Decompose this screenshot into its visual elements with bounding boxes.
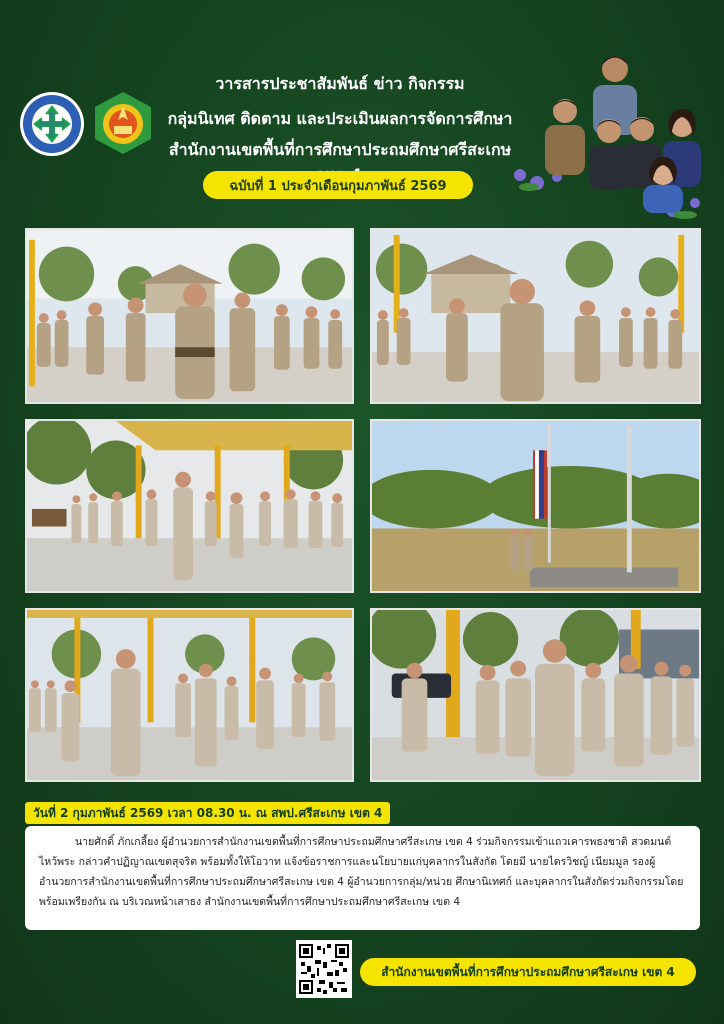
photo-director-standing <box>370 228 701 404</box>
footer-org-badge: สำนักงานเขตพื้นที่การศึกษาประถมศึกษาศรีสะเกษ เขต 4 <box>360 958 696 986</box>
news-body-text: นายศักดิ์ ภักเกลี้ยง ผู้อำนวยการสำนักงานเขตพื้นที่การศึกษาประถมศึกษาศรีสะเกษ เขต 4 ร่วมกิจกรรมเข้าแถวเคารพธงชาติ สวดมนต์ไหว้พระ กล่าวคำปฏิญาณเขตสุจริต พร้อมทั้งให้โอวาท แจ้งข้อราชการและนโยบายแก่บุคลากรในสังกัด โดยมี นายไตรวิชญ์ เนียมมูล รองผู้อำนวยการสำนักงานเขตพื้นที่การศึกษาประถมศึกษาศรีสะเกษ เขต 4 ผู้อำนวยการกลุ่ม/หน่วย ศึกษานิเทศก์ และบุคลากรในสังกัดร่วมกิจกรรมโดยพร้อมเพรียงกัน ณ บริเวณหน้าเสาธง สำนักงานเขตพื้นที่การศึกษาประถมศึกษาศรีสะเกษ เขต 4 <box>39 836 684 908</box>
department-title: กลุ่มนิเทศ ติดตาม และประเมินผลการจัดการศึกษา <box>167 109 513 128</box>
event-date-bar: วันที่ 2 กุมภาพันธ์ 2569 เวลา 08.30 น. ณ สพป.ศรีสะเกษ เขต 4 <box>25 802 390 824</box>
photo-speech-assembly <box>25 228 354 404</box>
news-body-card <box>25 826 700 930</box>
issue-badge: ฉบับที่ 1 ประจำเดือนกุมภาพันธ์ 2569 <box>203 171 473 199</box>
arrows-cross-logo <box>20 92 84 156</box>
photo-staff-front <box>370 608 701 782</box>
executive-team-portrait <box>505 45 715 220</box>
photo-staff-lineup <box>25 608 354 782</box>
office-title: สำนักงานเขตพื้นที่การศึกษาประถมศึกษาศรีสะเกษ <box>168 140 512 159</box>
newsletter-title: วารสารประชาสัมพันธ์ ข่าว กิจกรรม <box>215 74 465 93</box>
photo-flag-raising <box>370 419 701 593</box>
obec-emblem-logo <box>92 90 154 156</box>
photo-pavilion-rows <box>25 419 354 593</box>
qr-code[interactable] <box>296 940 352 998</box>
